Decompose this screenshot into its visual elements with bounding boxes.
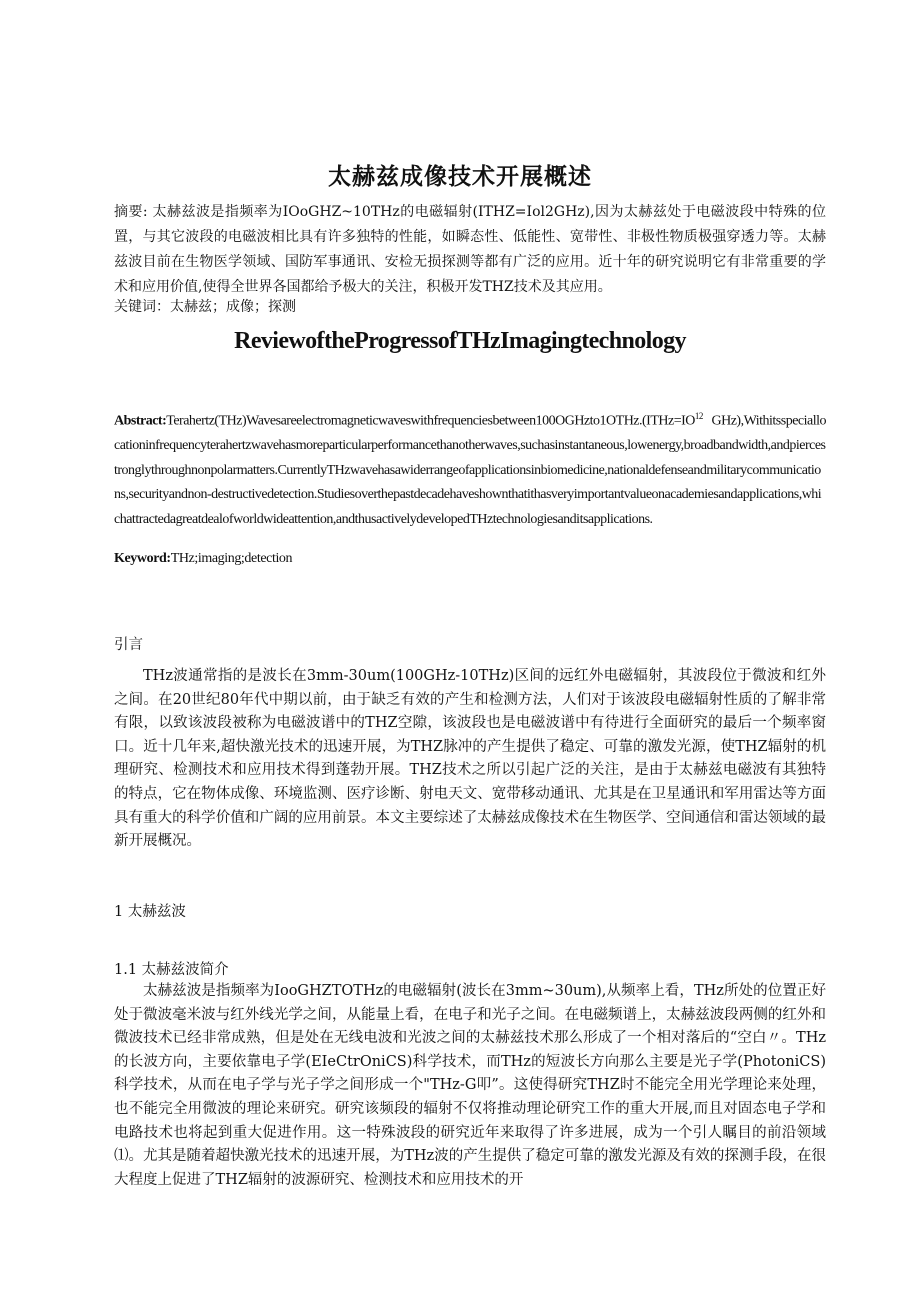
abstract-text-part2: GHz),Withitsspeciallocationinfrequencyterahertzwavehasmoreparticularperformancethanotherwaves,suchasinstantaneous,lowenergy,broadbandwidth,andpiercestronglythroughnonpolarmatters.CurrentlyTHzwavehasawiderrangeofapplicationsinbiomedicine,nationaldefenseandmilitarycommunications,securityandnon-destructivedetection.Studiesoverthepastdecadehaveshownthatithasveryimportantvalueonacademiesandapplications,whichattractedagreatdealofworldwideattention,andthusactivelydevelopedTHztechnologiesanditsapplications. bbox=[114, 413, 826, 527]
english-title: ReviewoftheProgressofTHzImagingtechnology bbox=[234, 328, 686, 354]
abstract-label: Abstract: bbox=[114, 413, 167, 429]
intro-paragraph: THz波通常指的是波长在3mm-30um(100GHz-10THz)区间的远红外电磁辐射，其波段位于微波和红外之间。在20世纪80年代中期以前，由于缺乏有效的产生和检测方法，人们对于该波段电磁辐射性质的了解非常有限，以致该波段被称为电磁波谱中的THZ空隙，该波段也是电磁波谱中有待进行全面研究的最后一个频率窗口。近十几年来,超快激光技术的迅速开展，为THZ脉冲的产生提供了稳定、可靠的激发光源，使THZ辐射的机理研究、检测技术和应用技术得到蓬勃开展。THZ技术之所以引起广泛的关注，是由于太赫兹电磁波有其独特的特点，它在物体成像、环境监测、医疗诊断、射电天文、宽带移动通讯、尤其是在卫星通讯和军用雷达等方面具有重大的科学价值和广阔的应用前景。本文主要综述了太赫兹成像技术在生物医学、空间通信和雷达领域的最新开展概况。 bbox=[114, 668, 826, 850]
chinese-abstract: 摘要: 太赫兹波是指频率为IOoGHZ~10THz的电磁辐射(ITHZ=Iol2GHz),因为太赫兹处于电磁波段中特殊的位置，与其它波段的电磁波相比具有许多独特的性能，如瞬态性、低能性、宽带性、非极性物质极强穿透力等。太赫兹波目前在生物医学领域、国防军事通讯、安检无损探测等都有广泛的应用。近十年的研究说明它有非常重要的学术和应用价值,使得全世界各国都给予极大的关注，积极开发THZ技术及其应用。 bbox=[114, 204, 826, 295]
abstract-superscript: 12 bbox=[694, 411, 703, 421]
section-1-1-paragraph: 太赫兹波是指频率为IooGHZTOTHz的电磁辐射(波长在3mm~30um),从频率上看，THz所处的位置正好处于微波毫米波与红外线光学之间，从能量上看，在电子和光子之间。在电磁频谱上，太赫兹波段两侧的红外和微波技术已经非常成熟，但是处在无线电波和光波之间的太赫兹技术那么形成了一个相对落后的“空白〃。THz的长波方向，主要依靠电子学(EIeCtrOniCS)科学技术，而THz的短波长方向那么主要是光子学(PhotoniCS)科学技术，从而在电子学与光子学之间形成一个"THz-G叩”。这使得研究THZ时不能完全用光学理论来处理，也不能完全用微波的理论来研究。研究该频段的辐射不仅将推动理论研究工作的重大开展,而且对固态电子学和电路技术也将起到重大促进作用。这一特殊波段的研究近年来取得了许多进展，成为一个引人瞩目的前沿领域⑴。尤其是随着超快激光技术的迅速开展，为THz波的产生提供了稳定可靠的激发光源及有效的探测手段，在很大程度上促进了THZ辐射的波源研究、检测技术和应用技术的开 bbox=[114, 983, 826, 1188]
keyword-text: THz;imaging;detection bbox=[170, 551, 293, 566]
intro-heading: 引言 bbox=[114, 637, 143, 653]
english-keywords bbox=[114, 551, 292, 567]
keyword-label: Keyword: bbox=[114, 551, 171, 566]
english-abstract bbox=[114, 404, 826, 532]
chinese-keywords: 关键词：太赫兹；成像；探测 bbox=[114, 299, 296, 315]
section-1-heading: 1 太赫兹波 bbox=[114, 904, 186, 920]
section-1-1-heading: 1.1 太赫兹波简介 bbox=[114, 962, 229, 978]
abstract-text-part1: Terahertz(THz)Wavesareelectromagneticwaveswithfrequenciesbetween100OGHzto1OTHz.(ITHz=IO bbox=[166, 413, 695, 429]
chinese-title: 太赫兹成像技术开展概述 bbox=[328, 164, 592, 190]
